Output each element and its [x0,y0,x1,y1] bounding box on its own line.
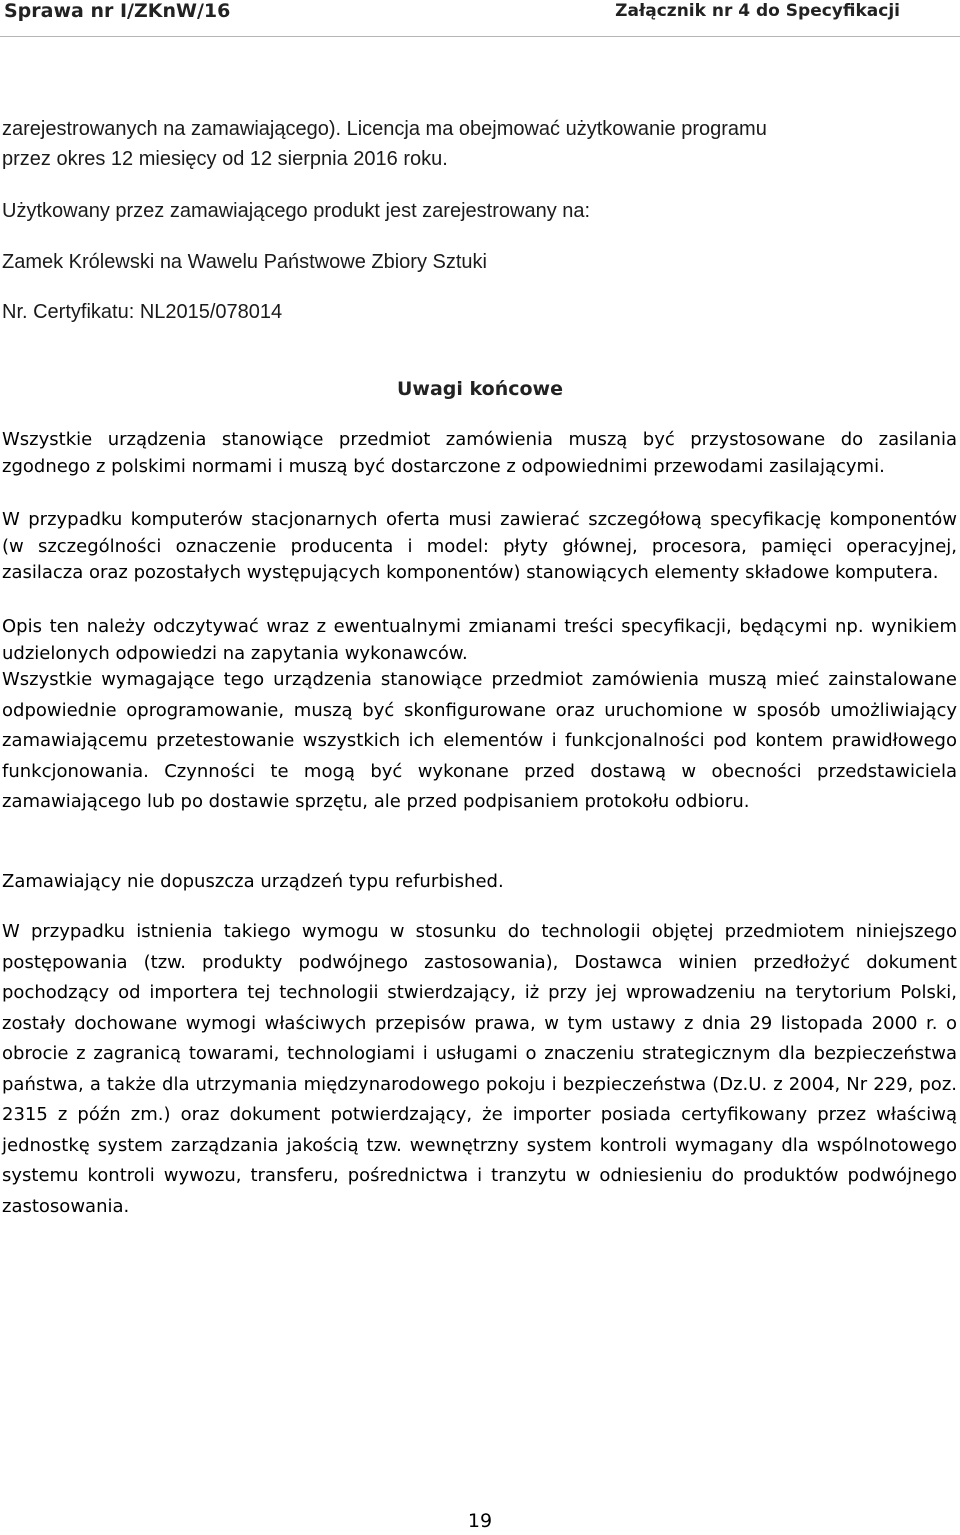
page-number: 19 [467,1510,493,1532]
paragraph-dual-use: W przypadku istnienia takiego wymogu w stosunku do technologii objętej przedmiotem niniejszego postępowania (tzw. produkty podwójnego zastosowania), Dostawca winien przedłożyć dokument pochodzący od importera tej technologii stwierdzający, iż przy jej wprowadzeniu na terytorium Polski, zostały dochowane wymogi właściwych przepisów prawa, w tym ustawy z dnia 29 listopada 2000 r. o obrocie z zagranicą towarami, technologiami i usługami o znaczeniu strategicznym dla bezpieczeństwa państwa, a także dla utrzymania międzynarodowego pokoju i bezpieczeństwa (Dz.U. z 2004, Nr 229, poz. 2315 z późn zm.) oraz dokument potwierdzający, że importer posiada certyfikowany przez właściwą jednostkę system zarządzania jakością tzw. wewnętrzny system kontroli wymagany dla wspólnotowego systemu kontroli wywozu, transferu, pośrednictwa i tranzytu w odniesieniu do produktów podwójnego zastosowania. [2,921,957,1217]
header-case-number: Sprawa nr I/ZKnW/16 [4,0,231,22]
intro-line-license: zarejestrowanych na zamawiającego). Licencja ma obejmować użytkowanie programu [2,118,767,140]
intro-line-registered: Użytkowany przez zamawiającego produkt jest zarejestrowany na: [2,200,591,222]
intro-line-period: przez okres 12 miesięcy od 12 sierpnia 2016 roku. [2,148,448,170]
intro-line-certificate: Nr. Certyfikatu: NL2015/078014 [2,301,283,323]
paragraph-spec-reading: Opis ten należy odczytywać wraz z ewentualnymi zmianami treści specyfikacji, będącymi np. wynikiem udzielonych odpowiedzi na zapytania wykonawców. [2,616,957,664]
section-heading: Uwagi końcowe [397,378,563,400]
intro-line-owner: Zamek Królewski na Wawelu Państwowe Zbiory Sztuki [2,251,487,273]
paragraph-power-supply: Wszystkie urządzenia stanowiące przedmiot zamówienia muszą być przystosowane do zasilania zgodnego z polskimi normami i muszą być dostarczone z odpowiednimi przewodami zasilającymi. [2,429,957,477]
header-attachment-label: Załącznik nr 4 do Specyfikacji [615,1,900,21]
paragraph-refurbished: Zamawiający nie dopuszcza urządzeń typu refurbished. [2,871,504,892]
paragraph-software-config: Wszystkie wymagające tego urządzenia stanowiące przedmiot zamówienia muszą mieć zainstalowane odpowiednie oprogramowanie, muszą być skonfigurowane oraz uruchomione w sposób umożliwiający zamawiającemu przetestowanie wszystkich ich elementów i funkcjonalności pod kontem prawidłowego funkcjonowania. Czynności te mogą być wykonane przed dostawą w obecności przedstawiciela zamawiającego lub po dostawie sprzętu, ale przed podpisaniem protokołu odbioru. [2,669,957,812]
header-divider [0,36,960,37]
paragraph-computer-spec: W przypadku komputerów stacjonarnych oferta musi zawierać szczegółową specyfikację komponentów (w szczególności oznaczenie producenta i model: płyty głównej, procesora, pamięci operacyjnej, zasilacza oraz pozostałych występujących komponentów) stanowiących elementy składowe komputera. [2,509,957,583]
